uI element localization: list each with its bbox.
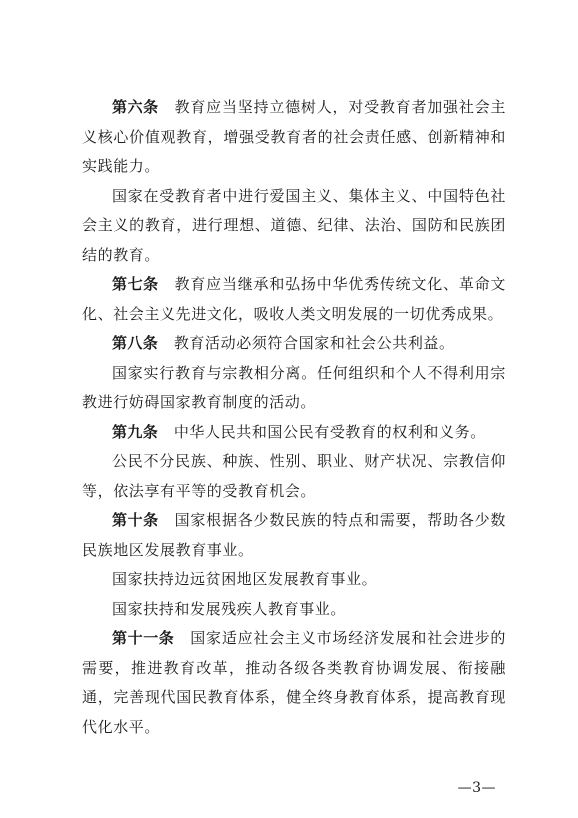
document-body	[82, 93, 506, 742]
paragraph-article-7	[82, 270, 506, 329]
paragraph-article-11	[82, 624, 506, 742]
paragraph	[82, 359, 506, 418]
paragraph-text: 国家适应社会主义市场经济发展和社会进步的需要，推进教育改革，推动各级各类教育协调发展、衔接融通，完善现代国民教育体系，健全终身教育体系，提高教育现代化水平。	[82, 629, 506, 736]
paragraph	[82, 182, 506, 271]
article-heading: 第十条	[112, 511, 159, 529]
paragraph-text: 国家实行教育与宗教相分离。任何组织和个人不得利用宗教进行妨碍国家教育制度的活动。	[82, 363, 506, 411]
paragraph-text: 中华人民共和国公民有受教育的权利和义务。	[173, 422, 486, 441]
paragraph	[82, 447, 506, 506]
paragraph-text: 国家扶持和发展残疾人教育事业。	[112, 599, 347, 618]
article-heading: 第九条	[112, 422, 159, 441]
paragraph	[82, 565, 506, 595]
paragraph-article-9	[82, 418, 506, 448]
paragraph-text: 国家根据各少数民族的特点和需要，帮助各少数民族地区发展教育事业。	[82, 511, 506, 559]
paragraph-text: 教育应当继承和弘扬中华优秀传统文化、革命文化、社会主义先进文化，吸收人类文明发展的一切优秀成果。	[82, 275, 506, 323]
paragraph-article-10	[82, 506, 506, 565]
paragraph-text: 教育应当坚持立德树人，对受教育者加强社会主义核心价值观教育，增强受教育者的社会责任感、创新精神和实践能力。	[82, 98, 506, 175]
paragraph	[82, 595, 506, 625]
article-heading: 第六条	[112, 98, 159, 116]
article-heading: 第八条	[112, 334, 159, 352]
article-heading: 第十一条	[112, 629, 175, 647]
paragraph-text: 国家在受教育者中进行爱国主义、集体主义、中国特色社会主义的教育，进行理想、道德、纪律、法治、国防和民族团结的教育。	[82, 186, 506, 264]
paragraph-text: 公民不分民族、种族、性别、职业、财产状况、宗教信仰等，依法享有平等的受教育机会。	[82, 452, 506, 500]
paragraph-text: 教育活动必须符合国家和社会公共利益。	[173, 334, 455, 352]
paragraph-text: 国家扶持边远贫困地区发展教育事业。	[112, 570, 378, 588]
paragraph-article-8	[82, 329, 506, 359]
article-heading: 第七条	[112, 275, 159, 293]
paragraph-article-6	[82, 93, 506, 182]
page-number: —3—	[457, 780, 496, 796]
